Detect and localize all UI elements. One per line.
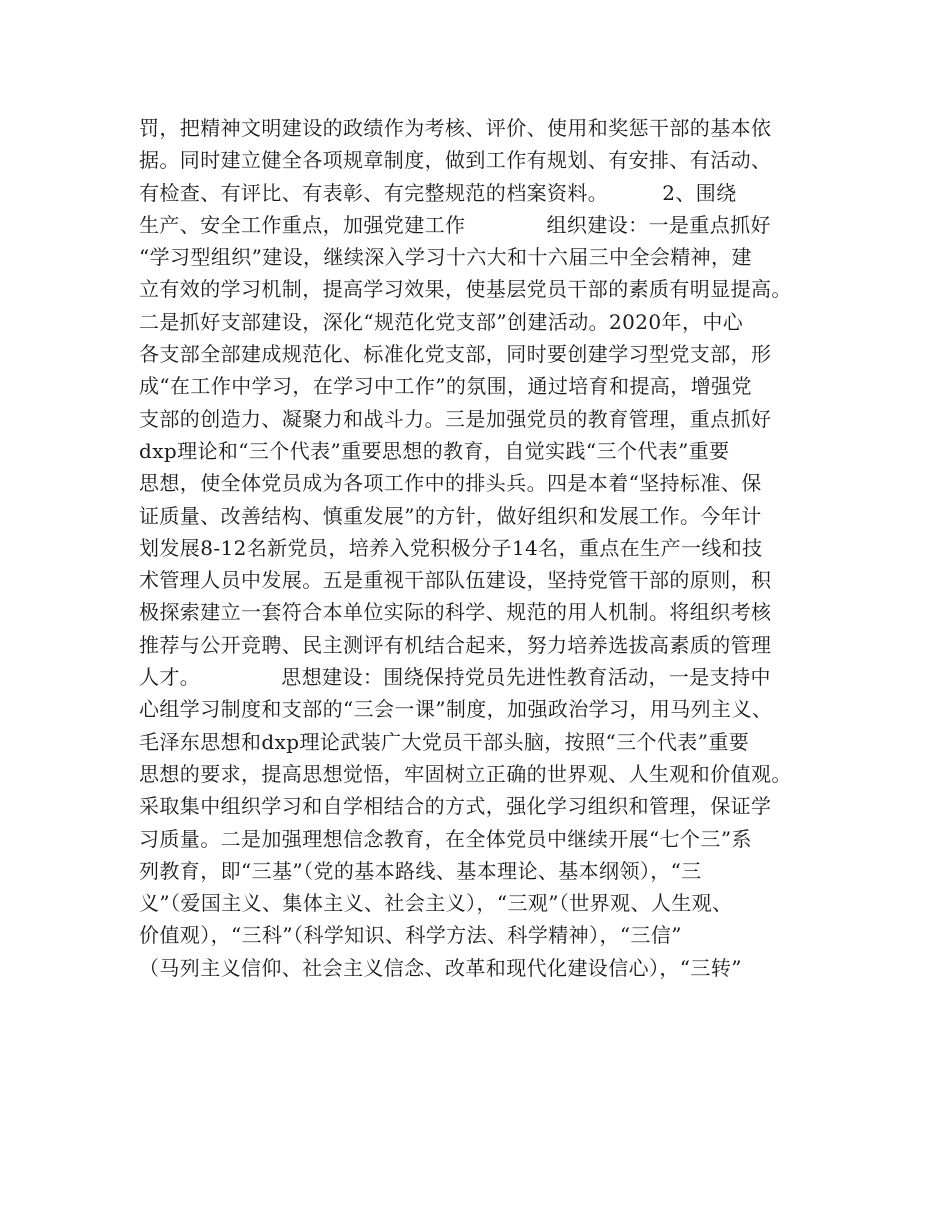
text-line: dxp理论和“三个代表”重要思想的教育，自觉实践“三个代表”重要 [139, 438, 730, 463]
text-line: 术管理人员中发展。五是重视干部队伍建设，坚持党管干部的原则，积 [139, 568, 772, 593]
text-line: 立有效的学习机制，提高学习效果，使基层党员干部的素质有明显提高。 [139, 277, 792, 302]
text-line: 推荐与公开竞聘、民主测评有机结合起来，努力培养选拔高素质的管理 [139, 632, 772, 657]
text-line: 毛泽东思想和dxp理论武装广大党员干部头脑，按照“三个代表”重要 [139, 729, 750, 754]
text-line: “学习型组织”建设，继续深入学习十六大和十六届三中全会精神，建 [139, 245, 752, 270]
text-line: 极探索建立一套符合本单位实际的科学、规范的用人机制。将组织考核 [139, 600, 772, 625]
text-line: 思想，使全体党员成为各项工作中的排头兵。四是本着“坚持标准、保 [139, 471, 762, 496]
text-line: 义”（爱国主义、集体主义、社会主义），“三观”（世界观、人生观、 [139, 891, 733, 916]
text-line: 列教育，即“三基”（党的基本路线、基本理论、基本纲领），“三 [139, 858, 702, 883]
text-line: 证质量、改善结构、慎重发展”的方针，做好组织和发展工作。今年计 [139, 503, 762, 528]
text-line: 有检查、有评比、有表彰、有完整规范的档案资料。 2、围绕 [139, 180, 737, 205]
text-line: 据。同时建立健全各项规章制度，做到工作有规划、有安排、有活动、 [139, 148, 772, 173]
text-line: 采取集中组织学习和自学相结合的方式，强化学习组织和管理，保证学 [139, 794, 772, 819]
text-line: 生产、安全工作重点，加强党建工作 组织建设：一是重点抓好 [139, 212, 771, 237]
text-line: 成“在工作中学习，在学习中工作”的氛围，通过培育和提高，增强党 [139, 374, 752, 399]
text-line: 习质量。二是加强理想信念教育，在全体党员中继续开展“七个三”系 [139, 826, 752, 851]
body-text [139, 112, 839, 984]
text-line: （马列主义信仰、社会主义信念、改革和现代化建设信心），“三转” [139, 955, 742, 980]
text-line: 心组学习制度和支部的“三会一课”制度，加强政治学习，用马列主义、 [139, 697, 773, 722]
text-line: 思想的要求，提高思想觉悟，牢固树立正确的世界观、人生观和价值观。 [139, 761, 792, 786]
text-line: 划发展8-12名新党员，培养入党积极分子14名，重点在生产一线和技 [139, 535, 763, 560]
text-line: 支部的创造力、凝聚力和战斗力。三是加强党员的教育管理，重点抓好 [139, 406, 772, 431]
text-line: 人才。 思想建设：围绕保持党员先进性教育活动，一是支持中 [139, 665, 771, 690]
text-line: 价值观），“三科”（科学知识、科学方法、科学精神），“三信” [139, 923, 682, 948]
text-line: 罚，把精神文明建设的政绩作为考核、评价、使用和奖惩干部的基本依 [139, 116, 772, 140]
text-line: 二是抓好支部建设，深化“规范化党支部”创建活动。2020年，中心 [139, 309, 744, 334]
text-line: 各支部全部建成规范化、标准化党支部，同时要创建学习型党支部，形 [139, 342, 772, 367]
